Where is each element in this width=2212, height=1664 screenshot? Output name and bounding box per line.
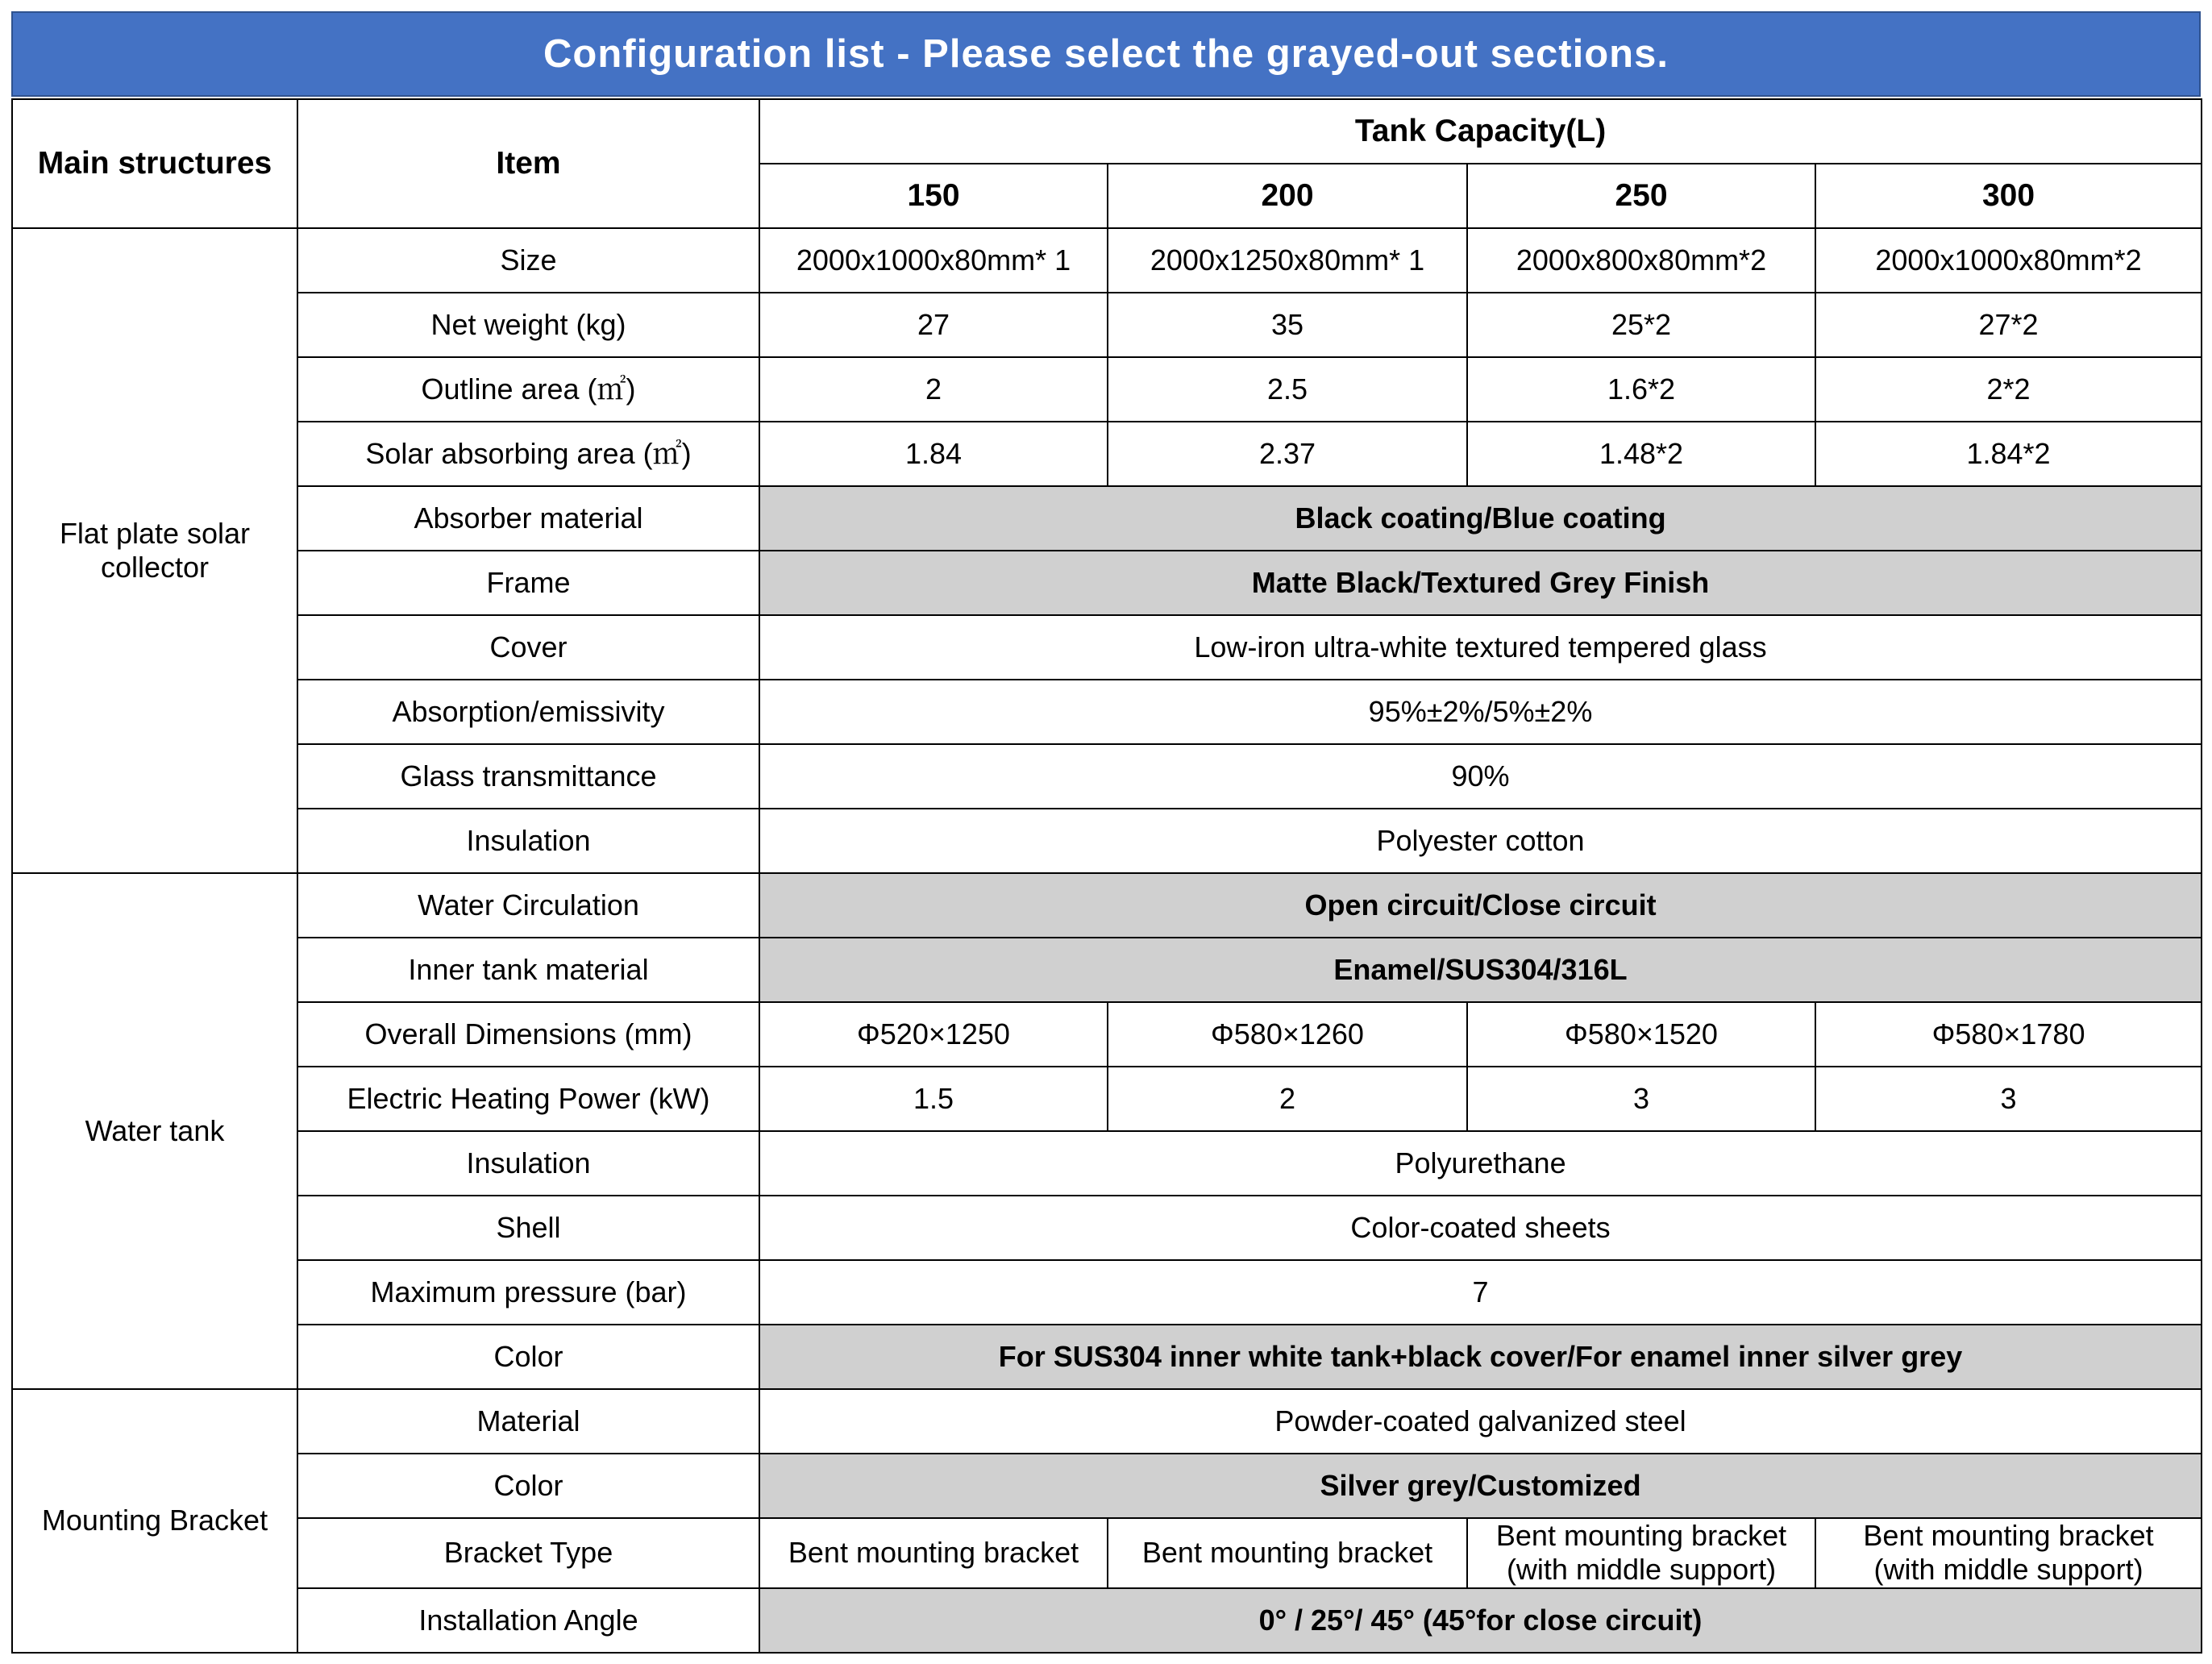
item-label: Material — [297, 1389, 759, 1454]
spec-value-cell: Powder-coated galvanized steel — [759, 1389, 2202, 1454]
spec-value-cell: Φ580×1780 — [1815, 1002, 2202, 1067]
spec-value-cell: 2*2 — [1815, 357, 2202, 422]
item-label: Net weight (kg) — [297, 293, 759, 357]
table-row — [12, 422, 2202, 486]
table-row — [12, 744, 2202, 809]
item-label: Absorber material — [297, 486, 759, 551]
spec-value-cell: Polyester cotton — [759, 809, 2202, 873]
table-row — [12, 228, 2202, 293]
selectable-option-cell: Enamel/SUS304/316L — [759, 938, 2202, 1002]
spec-value-cell: 95%±2%/5%±2% — [759, 680, 2202, 744]
table-row — [12, 1260, 2202, 1325]
table-row — [12, 1389, 2202, 1454]
item-label: Bracket Type — [297, 1518, 759, 1588]
item-label: Installation Angle — [297, 1588, 759, 1653]
selectable-option-cell: Black coating/Blue coating — [759, 486, 2202, 551]
table-row — [12, 809, 2202, 873]
table-row — [12, 1454, 2202, 1518]
spec-value-cell: Low-iron ultra-white textured tempered glass — [759, 615, 2202, 680]
configuration-table — [11, 98, 2202, 1654]
table-row — [12, 1067, 2202, 1131]
spec-value-cell: 35 — [1108, 293, 1467, 357]
item-label: Solar absorbing area (㎡) — [297, 422, 759, 486]
item-label: Insulation — [297, 1131, 759, 1196]
table-row — [12, 680, 2202, 744]
spec-value-cell: Bent mounting bracket (with middle support) — [1815, 1518, 2202, 1588]
spec-value-cell: 2000x800x80mm*2 — [1467, 228, 1815, 293]
item-label: Overall Dimensions (mm) — [297, 1002, 759, 1067]
section-label: Flat plate solar collector — [12, 228, 297, 873]
selectable-option-cell: 0° / 25°/ 45° (45°for close circuit) — [759, 1588, 2202, 1653]
item-label: Insulation — [297, 809, 759, 873]
section-label: Mounting Bracket — [12, 1389, 297, 1653]
spec-value-cell: Color-coated sheets — [759, 1196, 2202, 1260]
selectable-option-cell: For SUS304 inner white tank+black cover/For enamel inner silver grey — [759, 1325, 2202, 1389]
item-label: Glass transmittance — [297, 744, 759, 809]
table-row — [12, 1002, 2202, 1067]
spec-value-cell: 3 — [1815, 1067, 2202, 1131]
spec-value-cell: Φ580×1260 — [1108, 1002, 1467, 1067]
selectable-option-cell: Matte Black/Textured Grey Finish — [759, 551, 2202, 615]
spec-value-cell: 25*2 — [1467, 293, 1815, 357]
capacity-200: 200 — [1108, 164, 1467, 228]
spec-value-cell: 27 — [759, 293, 1108, 357]
header-tank-capacity: Tank Capacity(L) — [759, 99, 2202, 164]
spec-value-cell: 2 — [1108, 1067, 1467, 1131]
table-row — [12, 1325, 2202, 1389]
item-label: Outline area (㎡) — [297, 357, 759, 422]
spec-value-cell: 3 — [1467, 1067, 1815, 1131]
spec-value-cell: 2.37 — [1108, 422, 1467, 486]
spec-value-cell: 1.84 — [759, 422, 1108, 486]
table-row — [12, 938, 2202, 1002]
spec-value-cell: 2.5 — [1108, 357, 1467, 422]
header-main-structures: Main structures — [12, 99, 297, 228]
item-label: Color — [297, 1325, 759, 1389]
spec-value-cell: Φ520×1250 — [759, 1002, 1108, 1067]
item-label: Frame — [297, 551, 759, 615]
item-label: Inner tank material — [297, 938, 759, 1002]
spec-value-cell: Φ580×1520 — [1467, 1002, 1815, 1067]
spec-value-cell: Bent mounting bracket — [1108, 1518, 1467, 1588]
spec-value-cell: 90% — [759, 744, 2202, 809]
table-row — [12, 551, 2202, 615]
capacity-250: 250 — [1467, 164, 1815, 228]
spec-value-cell: 1.48*2 — [1467, 422, 1815, 486]
spec-value-cell: 2000x1000x80mm* 1 — [759, 228, 1108, 293]
spec-value-cell: 2000x1250x80mm* 1 — [1108, 228, 1467, 293]
table-row — [12, 293, 2202, 357]
table-row — [12, 357, 2202, 422]
header-item: Item — [297, 99, 759, 228]
section-label: Water tank — [12, 873, 297, 1389]
item-label: Shell — [297, 1196, 759, 1260]
table-row — [12, 615, 2202, 680]
spec-value-cell: 2 — [759, 357, 1108, 422]
item-label: Maximum pressure (bar) — [297, 1260, 759, 1325]
spec-value-cell: 27*2 — [1815, 293, 2202, 357]
selectable-option-cell: Silver grey/Customized — [759, 1454, 2202, 1518]
item-label: Color — [297, 1454, 759, 1518]
spec-value-cell: Bent mounting bracket — [759, 1518, 1108, 1588]
item-label: Electric Heating Power (kW) — [297, 1067, 759, 1131]
item-label: Cover — [297, 615, 759, 680]
spec-value-cell: 1.6*2 — [1467, 357, 1815, 422]
spec-value-cell: Bent mounting bracket (with middle support) — [1467, 1518, 1815, 1588]
table-row — [12, 1518, 2202, 1588]
table-row — [12, 1588, 2202, 1653]
spec-value-cell: 1.5 — [759, 1067, 1108, 1131]
spec-value-cell: Polyurethane — [759, 1131, 2202, 1196]
page-title-banner: Configuration list - Please select the grayed-out sections. — [11, 11, 2201, 97]
item-label: Water Circulation — [297, 873, 759, 938]
table-row — [12, 486, 2202, 551]
spec-value-cell: 2000x1000x80mm*2 — [1815, 228, 2202, 293]
table-row — [12, 873, 2202, 938]
table-row — [12, 1131, 2202, 1196]
spec-value-cell: 1.84*2 — [1815, 422, 2202, 486]
item-label: Size — [297, 228, 759, 293]
table-row — [12, 1196, 2202, 1260]
item-label: Absorption/emissivity — [297, 680, 759, 744]
spec-value-cell: 7 — [759, 1260, 2202, 1325]
capacity-300: 300 — [1815, 164, 2202, 228]
selectable-option-cell: Open circuit/Close circuit — [759, 873, 2202, 938]
capacity-150: 150 — [759, 164, 1108, 228]
